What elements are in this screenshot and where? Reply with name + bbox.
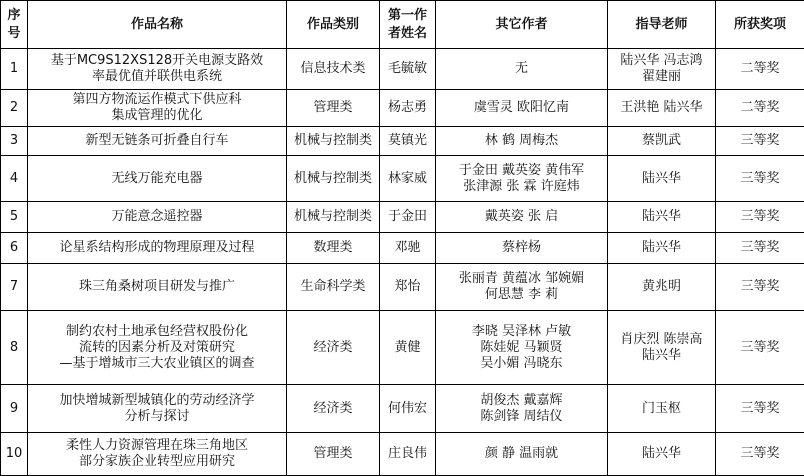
table-row [1,385,804,432]
row-category: 机械与控制类 [287,155,380,201]
row-no: 5 [1,202,28,233]
row-first-author: 杨志勇 [380,90,436,127]
row-advisor: 肖庆烈 陈崇高 陆兴华 [608,311,716,385]
row-advisor: 陆兴华 冯志鸿 翟建丽 [608,49,716,90]
table-row [1,90,804,127]
table-row [1,432,804,475]
row-no: 6 [1,233,28,264]
header-no: 序 号 [1,1,28,49]
row-award: 三等奖 [716,385,804,432]
row-no: 9 [1,385,28,432]
row-award: 三等奖 [716,311,804,385]
row-other-authors: 林 鹤 周梅杰 [436,127,608,156]
row-name: 加快增城新型城镇化的劳动经济学 分析与探讨 [28,385,287,432]
row-name: 制约农村土地承包经营权股份化 流转的因素分析及对策研究 —基于增城市三大农业镇区的调查 [28,311,287,385]
row-no: 8 [1,311,28,385]
row-award: 三等奖 [716,233,804,264]
row-advisor: 陆兴华 [608,233,716,264]
row-advisor: 门玉枢 [608,385,716,432]
header-name: 作品名称 [28,1,287,49]
header-category: 作品类别 [287,1,380,49]
row-no: 7 [1,264,28,311]
row-other-authors: 胡俊杰 戴嘉辉 陈剑锋 周结仪 [436,385,608,432]
row-advisor: 陆兴华 [608,432,716,475]
header-advisor: 指导老师 [608,1,716,49]
row-no: 3 [1,127,28,156]
row-award: 三等奖 [716,127,804,156]
row-advisor: 黄兆明 [608,264,716,311]
row-other-authors: 虞雪灵 欧阳忆南 [436,90,608,127]
header-other-authors: 其它作者 [436,1,608,49]
row-category: 经济类 [287,311,380,385]
row-first-author: 黄健 [380,311,436,385]
table-body [1,49,804,476]
row-other-authors: 蔡梓杨 [436,233,608,264]
row-award: 二等奖 [716,90,804,127]
table-row [1,49,804,90]
row-category: 生命科学类 [287,264,380,311]
row-name: 珠三角桑树项目研发与推广 [28,264,287,311]
row-award: 二等奖 [716,49,804,90]
row-category: 管理类 [287,90,380,127]
row-category: 经济类 [287,385,380,432]
row-category: 机械与控制类 [287,127,380,156]
row-first-author: 莫镇光 [380,127,436,156]
row-name: 基于MC9S12XS128开关电源支路效 率最优值并联供电系统 [28,49,287,90]
table-row [1,233,804,264]
row-first-author: 林家威 [380,155,436,201]
row-name: 万能意念遥控器 [28,202,287,233]
table-row [1,264,804,311]
row-category: 信息技术类 [287,49,380,90]
row-award: 三等奖 [716,432,804,475]
row-other-authors: 戴英姿 张 启 [436,202,608,233]
row-no: 2 [1,90,28,127]
header-row [1,1,804,49]
row-category: 管理类 [287,432,380,475]
row-award: 三等奖 [716,264,804,311]
header-first-author: 第一作 者姓名 [380,1,436,49]
row-other-authors: 张丽青 黄蕴冰 邹婉媚 何思慧 李 莉 [436,264,608,311]
row-no: 4 [1,155,28,201]
row-name: 新型无链条可折叠自行车 [28,127,287,156]
row-no: 1 [1,49,28,90]
row-name: 论星系结构形成的物理原理及过程 [28,233,287,264]
row-first-author: 邓驰 [380,233,436,264]
row-other-authors: 李晓 吴泽林 卢敏 陈娃妮 马颖贤 吴小媚 冯晓东 [436,311,608,385]
row-first-author: 郑怡 [380,264,436,311]
row-name: 第四方物流运作模式下供应科 集成管理的优化 [28,90,287,127]
row-first-author: 庄良伟 [380,432,436,475]
table-row [1,127,804,156]
header-award: 所获奖项 [716,1,804,49]
table-row [1,155,804,201]
row-no: 10 [1,432,28,475]
table-row [1,311,804,385]
row-other-authors: 颜 静 温雨就 [436,432,608,475]
row-advisor: 蔡凯武 [608,127,716,156]
row-other-authors: 无 [436,49,608,90]
row-advisor: 陆兴华 [608,202,716,233]
row-category: 机械与控制类 [287,202,380,233]
row-name: 柔性人力资源管理在珠三角地区 部分家族企业转型应用研究 [28,432,287,475]
row-other-authors: 于金田 戴英姿 黄伟军 张津源 张 霖 许庭炜 [436,155,608,201]
row-first-author: 何伟宏 [380,385,436,432]
table-row [1,202,804,233]
row-advisor: 陆兴华 [608,155,716,201]
row-award: 三等奖 [716,155,804,201]
row-category: 数理类 [287,233,380,264]
row-first-author: 毛毓敏 [380,49,436,90]
row-first-author: 于金田 [380,202,436,233]
row-award: 三等奖 [716,202,804,233]
row-advisor: 王洪艳 陆兴华 [608,90,716,127]
row-name: 无线万能充电器 [28,155,287,201]
